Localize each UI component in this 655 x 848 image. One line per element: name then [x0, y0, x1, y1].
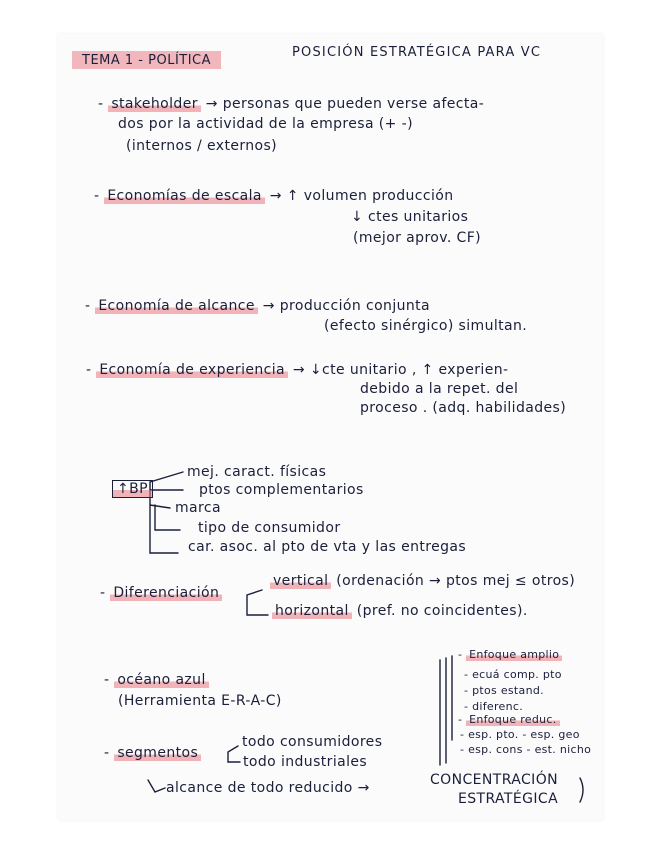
oceano-line-2: (Herramienta E-R-A-C): [118, 693, 282, 709]
experiencia-line-2: debido a la repet. del: [360, 381, 519, 397]
page-title: POSICIÓN ESTRATÉGICA PARA VC: [292, 45, 542, 60]
escala-line-2: ↓ ctes unitarios: [351, 209, 469, 225]
enfoque-amplio-item-3: - diferenc.: [464, 700, 524, 713]
horizontal-term: horizontal: [272, 603, 352, 619]
escala-term: Economías de escala: [104, 188, 265, 204]
enfoque-reducido: - Enfoque reduc.: [458, 713, 560, 726]
vertical-text: (ordenación → ptos mej ≤ otros): [336, 573, 576, 589]
tbp-box: ↑BP: [112, 480, 153, 498]
alcance-term: Economía de alcance: [95, 298, 258, 314]
enfoque-amplio: - Enfoque amplio: [458, 648, 562, 661]
oceano-block: - océano azul: [104, 672, 209, 688]
vertical-term: vertical: [270, 573, 331, 589]
experiencia-term: Economía de experiencia: [96, 362, 288, 378]
diferenciacion-block: - Diferenciación: [100, 585, 222, 601]
escala-line-3: (mejor aprov. CF): [353, 230, 482, 246]
concentracion-line-2: ESTRATÉGICA: [458, 791, 559, 807]
topic-tag: TEMA 1 - POLÍTICA: [72, 51, 221, 69]
stakeholder-block: - stakeholder → personas que pueden verse afecta-: [98, 96, 485, 112]
experiencia-block: - Economía de experiencia → ↓cte unitario , ↑ experien-: [86, 362, 509, 378]
diferenciacion-term: Diferenciación: [110, 585, 222, 601]
diferenciacion-horizontal: [272, 603, 528, 619]
segmentos-block: - segmentos: [104, 745, 201, 761]
concentracion-line-1: CONCENTRACIÓN: [430, 772, 559, 788]
enfoque-amplio-item-2: - ptos estand.: [464, 684, 544, 697]
tbp-item-3: marca: [175, 500, 221, 516]
segmentos-term: segmentos: [114, 745, 201, 761]
segmentos-item-2: todo industriales: [243, 754, 368, 770]
enfoque-reducido-item-2: - esp. cons - est. nicho: [460, 743, 592, 756]
tbp-item-4: tipo de consumidor: [198, 520, 341, 536]
stakeholder-line-3: (internos / externos): [126, 138, 278, 154]
tbp-item-1: mej. caract. físicas: [187, 464, 327, 480]
enfoque-reducido-term: Enfoque reduc.: [466, 713, 560, 726]
enfoque-amplio-item-1: - ecuá comp. pto: [464, 668, 562, 681]
alcance-line-2: (efecto sinérgico) simultan.: [324, 318, 528, 334]
segmentos-item-1: todo consumidores: [242, 734, 383, 750]
tbp-item-5: car. asoc. al pto de vta y las entregas: [188, 539, 467, 555]
stakeholder-term: stakeholder: [108, 96, 201, 112]
stakeholder-line-2: dos por la actividad de la empresa (+ -): [118, 116, 413, 132]
horizontal-text: (pref. no coincidentes).: [356, 603, 528, 619]
experiencia-line-1: → ↓cte unitario , ↑ experien-: [292, 362, 509, 378]
escala-block: - Economías de escala → ↑ volumen producción: [94, 188, 454, 204]
stakeholder-line-1: → personas que pueden verse afecta-: [205, 96, 485, 112]
enfoque-reducido-item-1: - esp. pto. - esp. geo: [460, 728, 580, 741]
tbp-item-2: ptos complementarios: [199, 482, 364, 498]
alcance-line-1: → producción conjunta: [262, 298, 431, 314]
diferenciacion-vertical: [270, 573, 575, 589]
experiencia-line-3: proceso . (adq. habilidades): [360, 400, 567, 416]
alcance-block: - Economía de alcance → producción conjunta: [85, 298, 431, 314]
alcance-reducido-text: alcance de todo reducido →: [166, 780, 370, 796]
escala-line-1: → ↑ volumen producción: [269, 188, 454, 204]
oceano-term: océano azul: [114, 672, 208, 688]
enfoque-amplio-term: Enfoque amplio: [466, 648, 562, 661]
